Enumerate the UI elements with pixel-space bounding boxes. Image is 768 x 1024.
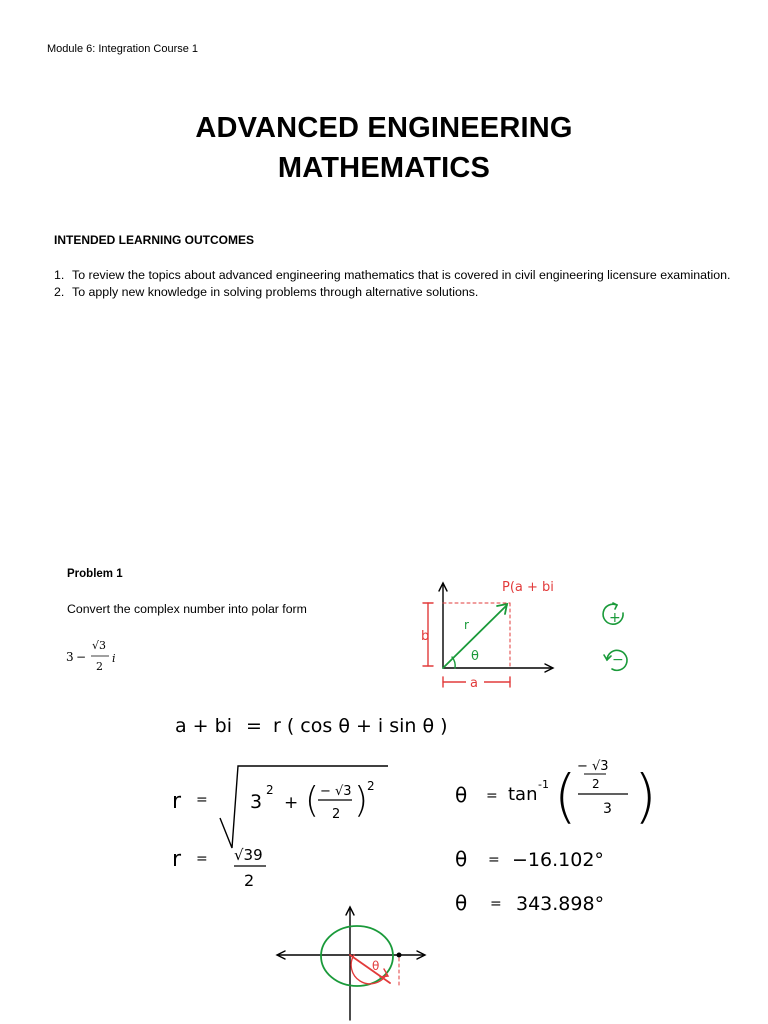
theta-eq1-num-top: − √3	[577, 759, 609, 774]
title-line-1: ADVANCED ENGINEERING	[195, 112, 573, 144]
theta-eq1-eq: =	[486, 788, 498, 804]
r-equation-2	[172, 846, 266, 890]
r-eq1-rparen: )	[354, 780, 369, 821]
negative-sign: −	[612, 652, 624, 668]
theta-eq3-eq: =	[490, 896, 502, 912]
r-eq1-eq: =	[196, 792, 208, 808]
argand-diagram	[421, 580, 554, 691]
theta-eq1-den: 3	[603, 801, 612, 817]
r-eq1-den: 2	[332, 807, 341, 822]
circle-sketch	[277, 907, 425, 1020]
circle-theta-label: θ	[372, 959, 380, 973]
r-eq1-exp2: 2	[367, 779, 375, 793]
r-eq1-r: r	[172, 789, 182, 814]
r-eq1-term1: 3	[250, 791, 263, 813]
outcomes-heading: INTENDED LEARNING OUTCOMES	[54, 233, 255, 247]
theta-equation-3	[455, 891, 604, 915]
expr-whole: 3	[66, 650, 74, 664]
theta-eq2-eq: =	[488, 852, 500, 868]
r-equation-1	[172, 766, 388, 848]
r-eq2-eq: =	[196, 851, 208, 867]
theta-eq3-value: 343.898°	[516, 893, 605, 915]
outcome-number: 1.	[54, 268, 65, 282]
r-eq1-num: − √3	[320, 784, 352, 799]
diagram-theta-label: θ	[471, 649, 479, 664]
theta-eq1-num-bottom: 2	[592, 777, 600, 791]
r-eq1-plus: +	[284, 793, 299, 813]
outcome-number: 2.	[54, 285, 65, 299]
outcome-text: To review the topics about advanced engineering mathematics that is covered in civil engineering licensure examination.	[72, 268, 731, 282]
r-eq2-den: 2	[244, 871, 255, 890]
expr-minus: −	[76, 650, 87, 664]
point-marker	[397, 953, 402, 958]
diagram-r-label: r	[464, 618, 469, 632]
r-eq2-r: r	[172, 847, 182, 872]
diagram-point-label: P(a + bi	[502, 580, 554, 595]
theta-eq1-theta: θ	[455, 783, 468, 807]
theta-arc	[452, 657, 455, 668]
problem-heading: Problem 1	[67, 568, 123, 580]
theta-eq1-exp: -1	[538, 778, 549, 791]
outcome-text: To apply new knowledge in solving problems through alternative solutions.	[72, 285, 479, 299]
r-eq1-lparen: (	[305, 780, 320, 821]
r-eq1-exp1: 2	[266, 783, 274, 797]
positive-sign: +	[609, 610, 621, 626]
title-line-2: MATHEMATICS	[277, 152, 491, 184]
formula-eq: =	[246, 715, 262, 737]
page-header: Module 6: Integration Course 1	[47, 43, 199, 55]
diagram-a-label: a	[470, 676, 478, 691]
theta-eq2-value: −16.102°	[512, 849, 604, 871]
expr-numerator: √3	[92, 639, 107, 652]
polar-formula	[175, 715, 448, 737]
rotation-icons	[603, 603, 627, 670]
theta-eq3-theta: θ	[455, 891, 468, 915]
expr-imag: i	[112, 652, 116, 665]
r-eq2-num: √39	[234, 846, 263, 864]
formula-lhs: a + bi	[175, 715, 232, 737]
theta-eq1-lparen: (	[554, 762, 577, 830]
theta-eq1-rparen: )	[634, 762, 657, 830]
theta-equation-2	[455, 847, 604, 871]
theta-equation-1	[455, 759, 657, 830]
diagram-b-label: b	[421, 629, 430, 644]
theta-eq1-func: tan	[508, 784, 538, 805]
problem-statement: Convert the complex number into polar form	[67, 602, 307, 616]
ccw-arrowhead-icon	[613, 603, 617, 609]
formula-rhs: r ( cos θ + i sin θ )	[273, 715, 448, 737]
theta-eq2-theta: θ	[455, 847, 468, 871]
expr-denominator: 2	[96, 660, 103, 673]
